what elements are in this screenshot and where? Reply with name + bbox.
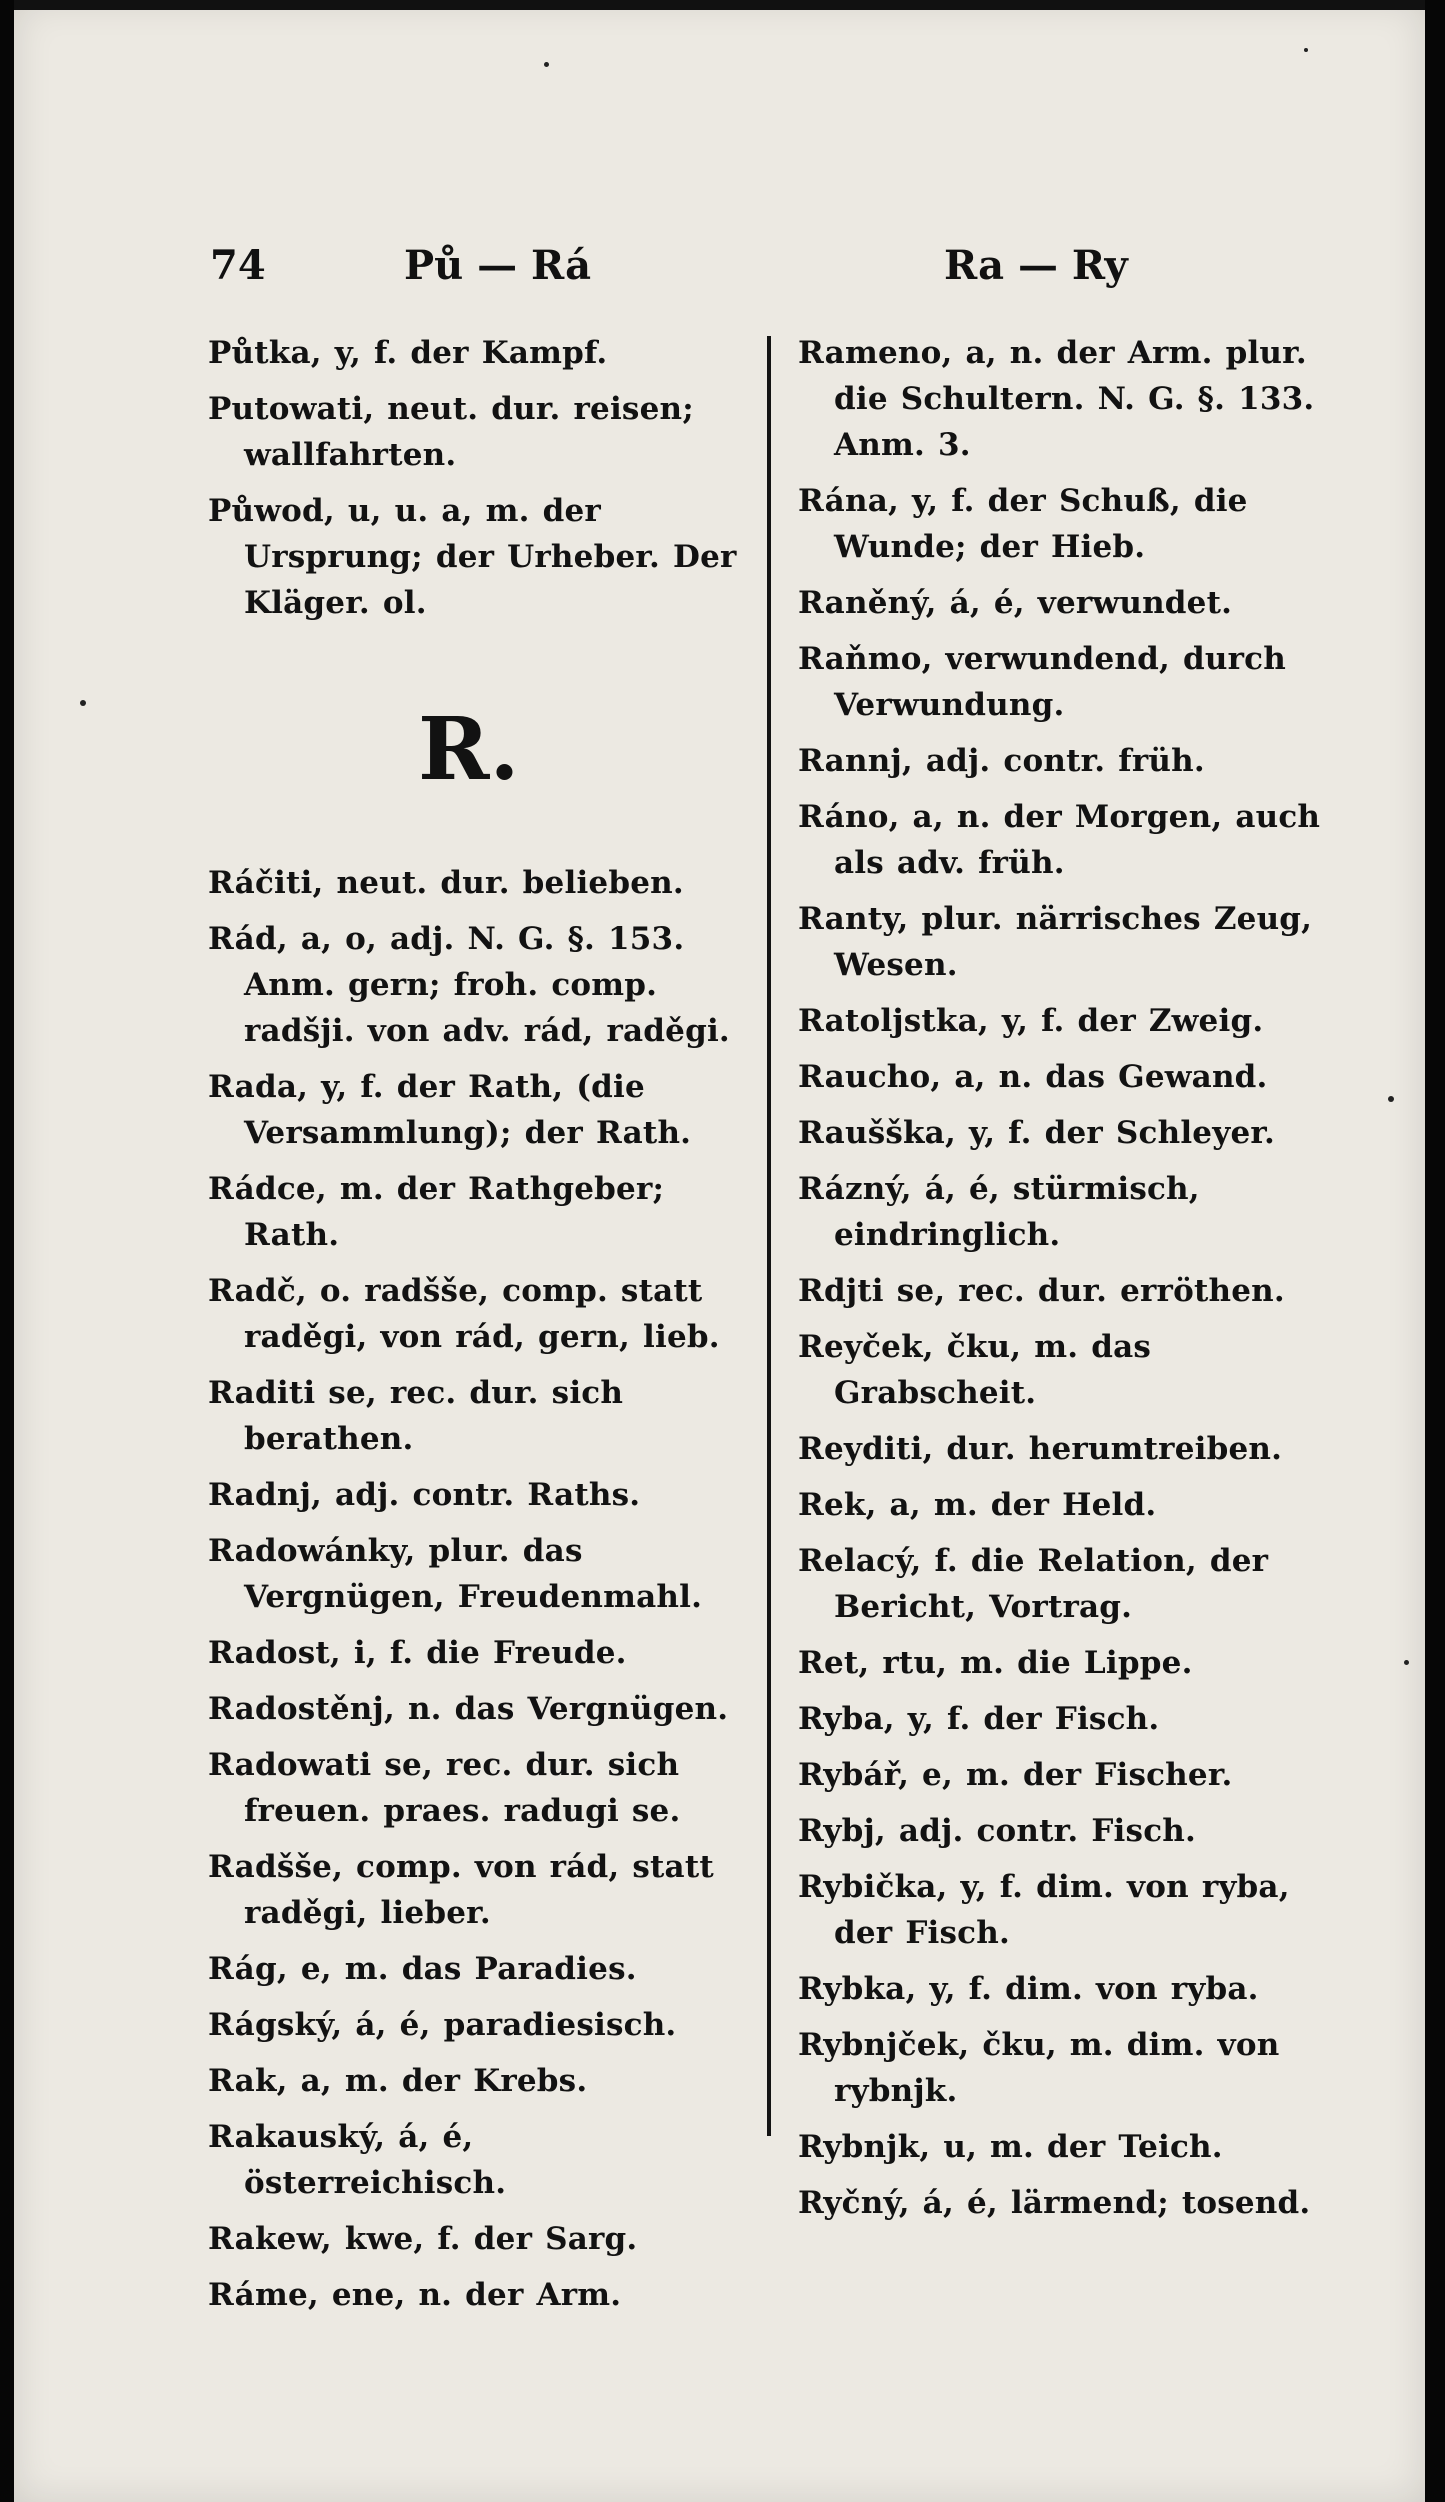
dictionary-entry: Raušška, y, f. der Schleyer.: [798, 1115, 1276, 1151]
running-head-left: Pů — Rá: [404, 242, 592, 289]
scan-speck: [80, 700, 86, 706]
dictionary-entry: Reyditi, dur. herumtreiben.: [798, 1431, 1283, 1467]
book-page: [14, 0, 1425, 2502]
dictionary-entry: Rág, e, m. das Paradies.: [208, 1951, 637, 1987]
dictionary-entry: Rybář, e, m. der Fischer.: [798, 1757, 1233, 1793]
dictionary-entry: Rybnjček, čku, m. dim. von rybnjk.: [798, 2027, 1280, 2109]
dictionary-entry: Rek, a, m. der Held.: [798, 1487, 1157, 1523]
dictionary-entry: Rdjti se, rec. dur. erröthen.: [798, 1273, 1285, 1309]
dictionary-entry: Radostěnj, n. das Vergnügen.: [208, 1691, 729, 1727]
dictionary-entry: Rada, y, f. der Rath, (die Versammlung); der Rath.: [208, 1069, 692, 1151]
dictionary-entry: Radowati se, rec. dur. sich freuen. praes. radugi se.: [208, 1747, 681, 1829]
dictionary-entry: Ráčiti, neut. dur. belieben.: [208, 865, 684, 901]
dictionary-entry: Ryba, y, f. der Fisch.: [798, 1701, 1160, 1737]
dictionary-entry: Radowánky, plur. das Vergnügen, Freudenmahl.: [208, 1533, 703, 1615]
dictionary-entry: Raňmo, verwundend, durch Verwundung.: [798, 641, 1286, 723]
scan-speck: [1304, 48, 1308, 52]
dictionary-entry: Rakauský, á, é, österreichisch.: [208, 2119, 507, 2201]
dictionary-entry: Reyček, čku, m. das Grabscheit.: [798, 1329, 1152, 1411]
dictionary-entry: Radč, o. radšše, comp. statt raděgi, von rád, gern, lieb.: [208, 1273, 720, 1355]
dictionary-entry: Rybka, y, f. dim. von ryba.: [798, 1971, 1259, 2007]
dictionary-entry: Raditi se, rec. dur. sich berathen.: [208, 1375, 624, 1457]
right-column: [798, 330, 1354, 2236]
dictionary-entry: Relacý, f. die Relation, der Bericht, Vortrag.: [798, 1543, 1269, 1625]
dictionary-entry: Půtka, y, f. der Kampf.: [208, 335, 608, 371]
column-rule: [767, 336, 771, 2136]
scan-speck: [544, 62, 549, 67]
dictionary-entry: Rybnjk, u, m. der Teich.: [798, 2129, 1223, 2165]
dictionary-entry: Ratoljstka, y, f. der Zweig.: [798, 1003, 1264, 1039]
dictionary-entry: Půwod, u, u. a, m. der Ursprung; der Urheber. Der Kläger. ol.: [208, 493, 737, 621]
scan-speck: [1404, 1660, 1409, 1665]
right-entries: [798, 330, 1354, 2226]
dictionary-entry: Radšše, comp. von rád, statt raděgi, lieber.: [208, 1849, 714, 1931]
left-entries-before: [208, 330, 748, 626]
dictionary-entry: Raucho, a, n. das Gewand.: [798, 1059, 1268, 1095]
dictionary-entry: Rána, y, f. der Schuß, die Wunde; der Hieb.: [798, 483, 1248, 565]
dictionary-entry: Radnj, adj. contr. Raths.: [208, 1477, 641, 1513]
scan-border: [14, 0, 1425, 10]
page-header: [14, 242, 1425, 302]
dictionary-entry: Rázný, á, é, stürmisch, eindringlich.: [798, 1171, 1200, 1253]
dictionary-entry: Ret, rtu, m. die Lippe.: [798, 1645, 1193, 1681]
dictionary-entry: Rak, a, m. der Krebs.: [208, 2063, 588, 2099]
left-column: [208, 330, 748, 2328]
running-head-right: Ra — Ry: [944, 242, 1128, 289]
dictionary-entry: Radost, i, f. die Freude.: [208, 1635, 627, 1671]
page-number: 74: [210, 242, 266, 289]
dictionary-entry: Ranty, plur. närrisches Zeug, Wesen.: [798, 901, 1313, 983]
dictionary-entry: Rád, a, o, adj. N. G. §. 153. Anm. gern; froh. comp. radšji. von adv. rád, raděgi.: [208, 921, 730, 1049]
dictionary-entry: Raněný, á, é, verwundet.: [798, 585, 1233, 621]
dictionary-entry: Rybj, adj. contr. Fisch.: [798, 1813, 1196, 1849]
dictionary-entry: Putowati, neut. dur. reisen; wallfahrten.: [208, 391, 694, 473]
dictionary-entry: Rameno, a, n. der Arm. plur. die Schultern. N. G. §. 133. Anm. 3.: [798, 335, 1315, 463]
section-letter: R.: [418, 699, 520, 800]
left-entries-after: [208, 860, 748, 2318]
dictionary-entry: Rannj, adj. contr. früh.: [798, 743, 1205, 779]
dictionary-entry: Rakew, kwe, f. der Sarg.: [208, 2221, 638, 2257]
dictionary-entry: Ráno, a, n. der Morgen, auch als adv. früh.: [798, 799, 1321, 881]
dictionary-entry: Rybička, y, f. dim. von ryba, der Fisch.: [798, 1869, 1290, 1951]
dictionary-entry: Rágský, á, é, paradiesisch.: [208, 2007, 677, 2043]
scan-speck: [1388, 1096, 1394, 1102]
dictionary-entry: Ráme, ene, n. der Arm.: [208, 2277, 622, 2313]
dictionary-entry: Rádce, m. der Rathgeber; Rath.: [208, 1171, 665, 1253]
dictionary-entry: Ryčný, á, é, lärmend; tosend.: [798, 2185, 1311, 2221]
